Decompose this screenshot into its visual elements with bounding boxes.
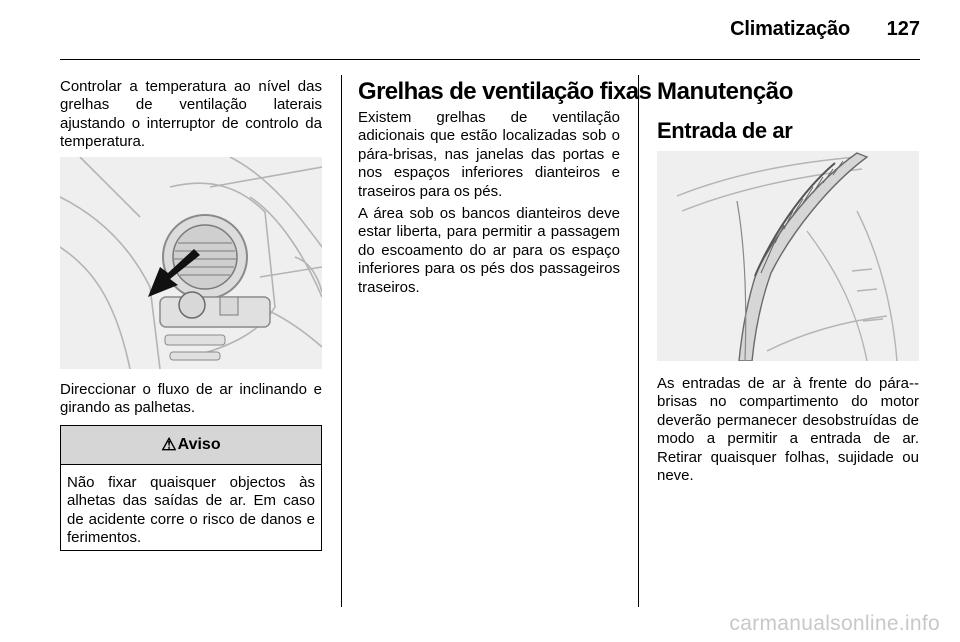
column-divider-2 [638, 75, 639, 607]
air-intake-illustration [657, 151, 919, 361]
header-divider [60, 59, 920, 60]
air-intake-heading: Entrada de ar [657, 118, 793, 143]
direct-airflow-paragraph: Direccionar o fluxo de ar inclinando e girando as palhetas. [60, 381, 322, 417]
watermark-text: carmanualsonline.info [729, 612, 940, 635]
warning-text: Não fixar quaisquer objectos às alhetas das saídas de ar. Em caso de acidente corre o risco de danos e ferimentos. [67, 474, 315, 547]
warning-header [61, 426, 321, 465]
warning-box [60, 425, 322, 551]
fixed-vents-heading: Grelhas de ventilação fixas [358, 78, 652, 105]
fixed-vents-paragraph-2: A área sob os bancos dianteiros deve estar liberta, para permitir a passagem do escoamento do ar para os espaço inferiores para os pés dos passageiros traseiros. [358, 205, 620, 296]
chapter-title: Climatização [730, 18, 850, 40]
warning-title: Aviso [177, 436, 221, 453]
air-intake-paragraph: As entradas de ar à frente do pára-brisas no compartimento do motor deverão permanecer desobstruídas de modo a permitir a entrada de ar. Retirar quaisquer folhas, sujidade ou neve. [657, 375, 919, 485]
page-number: 127 [886, 18, 920, 40]
warning-triangle-icon: ⚠ [161, 435, 177, 454]
column-divider-1 [341, 75, 342, 607]
side-vent-illustration [60, 157, 322, 369]
intro-paragraph: Controlar a temperatura ao nível das grelhas de ventilação laterais ajustando o interruptor de controlo da temperatura. [60, 78, 322, 151]
maintenance-heading: Manutenção [657, 78, 794, 105]
fixed-vents-paragraph-1: Existem grelhas de ventilação adicionais que estão localizadas sob o pára-brisas, nas janelas das portas e nos espaços inferiores dianteiros e traseiros para os pés. [358, 109, 620, 200]
